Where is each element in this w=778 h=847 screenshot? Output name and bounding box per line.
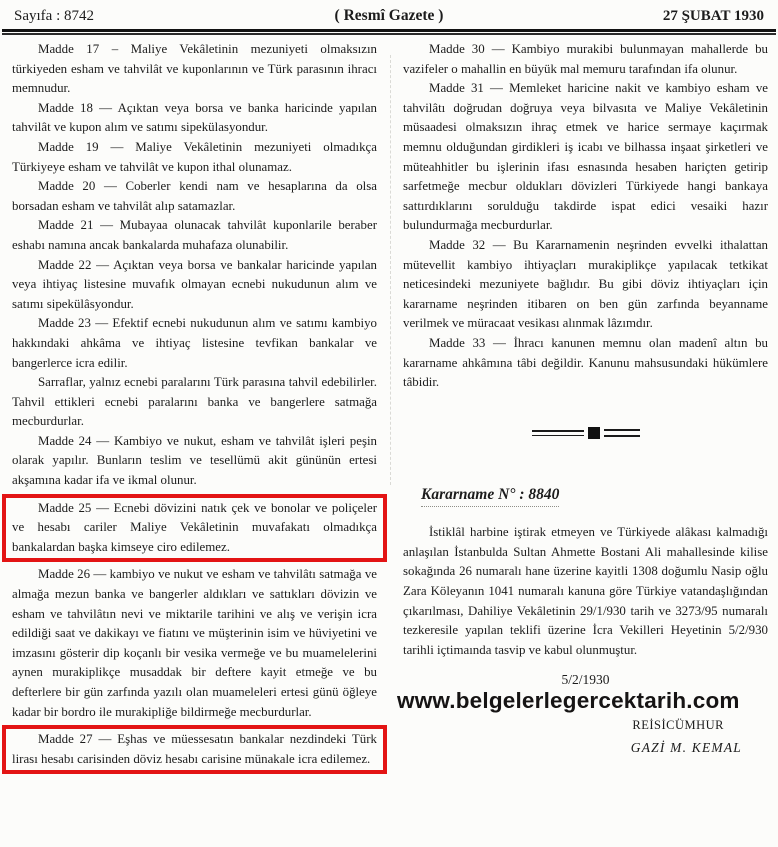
gazette-title: ( Resmî Gazete ): [334, 7, 444, 24]
article-paragraph: Madde 23 — Efektif ecnebi nukudunun alım ve satımı kambiyo hakkındaki ahkâma ve ihtiyaç listesine tevfikan bankalar ve bangerlerce icra edilir.: [12, 316, 377, 370]
article-paragraph: Madde 33 — İhracı kanunen memnu olan madenî altın bu kararname ahkâmına tâbi değildir. Kanunu mahsusundaki hükümlere tâbidir.: [403, 335, 768, 390]
article-paragraph: Madde 22 — Açıktan veya borsa ve bankalar haricinde yapılan veya ihtiyaç listesine muvafık olmayan ecnebi nukudunun alım ve satımı sipekülâsyondur.: [12, 257, 377, 311]
article-paragraph: Sarraflar, yalnız ecnebi paralarını Türk parasına tahvil edebilirler. Tahvil ettikleri ecnebi paralarını banka ve bangerlere satmağa mecburdurlar.: [12, 375, 377, 429]
article-paragraph-highlighted: Madde 25 — Ecnebi dövizini natık çek ve bonolar ve poliçeler ve hesabı cariler Maliye Vekâletinin muvafakatı olmadıkça bankalardan başka kimseye ciro edilemez.: [2, 494, 387, 563]
article-paragraph: Madde 21 — Mubayaa olunacak tahvilât kuponlarile beraber eshabı namına ancak bankalarda muhafaza olunabilir.: [12, 218, 377, 252]
article-paragraph: Madde 17 – Maliye Vekâletinin mezuniyeti olmaksızın türkiyeden esham ve tahvilât ve kuponlarının ve Türk parasının ihracı memnudur.: [12, 42, 377, 96]
left-column: [12, 40, 377, 835]
signature-name: GAZİ M. KEMAL: [630, 740, 742, 756]
ornament-square-icon: [588, 427, 600, 439]
article-paragraph: Madde 18 — Açıktan veya borsa ve banka haricinde yapılan tahvilât ve kupon alım ve satımı sipekülasyondur.: [12, 100, 377, 135]
signature-title: REİSİCÜMHUR: [632, 717, 724, 732]
article-paragraph: Madde 20 — Coberler kendi nam ve hesaplarına da olsa borsadan esham ve tahvilât alıp satamazlar.: [12, 179, 377, 213]
article-paragraph: Madde 26 — kambiyo ve nukut ve esham ve tahvilâtı satmağa ve almağa mezun banka ve bangerler aldıkları ve sattıkları dövizin ve esham ve tahvilâtın nevi ve miktarile tarihini ve alış ve verişin icra edildiği saat ve dakikayı ve fiatını ve müşterinin isim ve hüviyetini ve imzasını gösterir dip koçanlı bir vesika vermeğe ve bu muamelelerini aynen murakiplikçe musaddak bir deftere kayit etmeğe ve bu defterlere bir gün zarfında yazılı olan muameleleri ertesi günü öğleye kadar bir bordro ile murakipliğe bildirmeğe mecburdurlar.: [12, 567, 377, 719]
right-column-articles: [403, 40, 768, 393]
right-column: [397, 40, 768, 835]
decree-heading: Kararname N° : 8840: [421, 485, 559, 508]
article-paragraph: Madde 19 — Maliye Vekâletinin mezuniyeti olmadıkça Türkiyeye esham ve tahvilât ve kupon ithal olunamaz.: [12, 139, 377, 174]
decree-body-paragraph: İstiklâl harbine iştirak etmeyen ve Türkiyede alâkası kalmadığı anlaşılan İstanbulda Sultan Ahmette Bostani Ali mahallesinde kilise sokağında 26 numaralı hane üzerine kayitli 1308 doğumlu Nasip oğlu Zara Köleyanın 1041 numaralı kanuna göre Türkiye vatandaşlığından çıkarılması, Dahiliye Vekâletinin 29/1/930 tarih ve 3273/95 numaralı tezkeresile yapılan teklifi üzerine İcra Vekilleri Heyetinin 5/2/930 tarihli içtimaında tasvip ve kabul olunmuştur.: [403, 525, 768, 657]
column-divider-line: [390, 55, 391, 485]
page-number-label: Sayıfa : 8742: [14, 8, 94, 24]
two-column-body: [0, 35, 778, 835]
watermark-link: www.belgelerlegercektarih.com: [397, 688, 740, 714]
article-paragraph: Madde 31 — Memleket haricine nakit ve kambiyo esham ve tahvilâtı doğrudan doğruya veya bilvasıta ve Maliye Vekâletinin müsaadesi olmaksızın ihraç etmek ve harice sermaye kaçırmak memnu olduğundan girdikleri iş icabı ve bilhassa inşaat şirketleri ve müteahhitler bu işlerinin ifası esnasında hesaben hariçten getirip sarfetmeğe mecbur oldukları dövizleri Türkiyede hangi bankaya sattırdıklarını sorulduğu takdirde ispat edici vesaiki hazır bulundurmağa mecburdurlar.: [403, 81, 768, 233]
ornament-dash-left: [532, 430, 584, 436]
decree-date: 5/2/1930: [561, 672, 610, 688]
article-paragraph-highlighted: Madde 27 — Eşhas ve müessesatın bankalar nezdindeki Türk lirası hesabı carisinden döviz hesabı carisine münakale icra edilemez.: [2, 725, 387, 774]
article-paragraph: Madde 30 — Kambiyo murakibi bulunmayan mahallerde bu vazifeler o mahallin en büyük mal memuru tarafından ifa olunur.: [403, 42, 768, 76]
issue-date: 27 ŞUBAT 1930: [662, 8, 764, 24]
page-header: [0, 0, 778, 28]
section-divider-ornament: [403, 427, 768, 439]
ornament-dash-right: [604, 429, 640, 437]
article-paragraph: Madde 24 — Kambiyo ve nukut, esham ve tahvilât işleri peşin olarak yapılır. Bunların teslim ve tesellümü akit gününün ertesi akşamına kadar ifa ve ikmal olunur.: [12, 433, 377, 488]
article-paragraph: Madde 32 — Bu Kararnamenin neşrinden evvelki ithalattan mütevellit kambiyo ihtiyaçları murakiplikçe yapılacak tetkikat neticesindeki mezuniyete bağlıdır. Bu gibi döviz ihtiyaçları için kararname neşrinden itibaren on ben gün zarfında beyanname verilmek ve müracaat vesikası alınmak lâzımdır.: [403, 237, 768, 331]
